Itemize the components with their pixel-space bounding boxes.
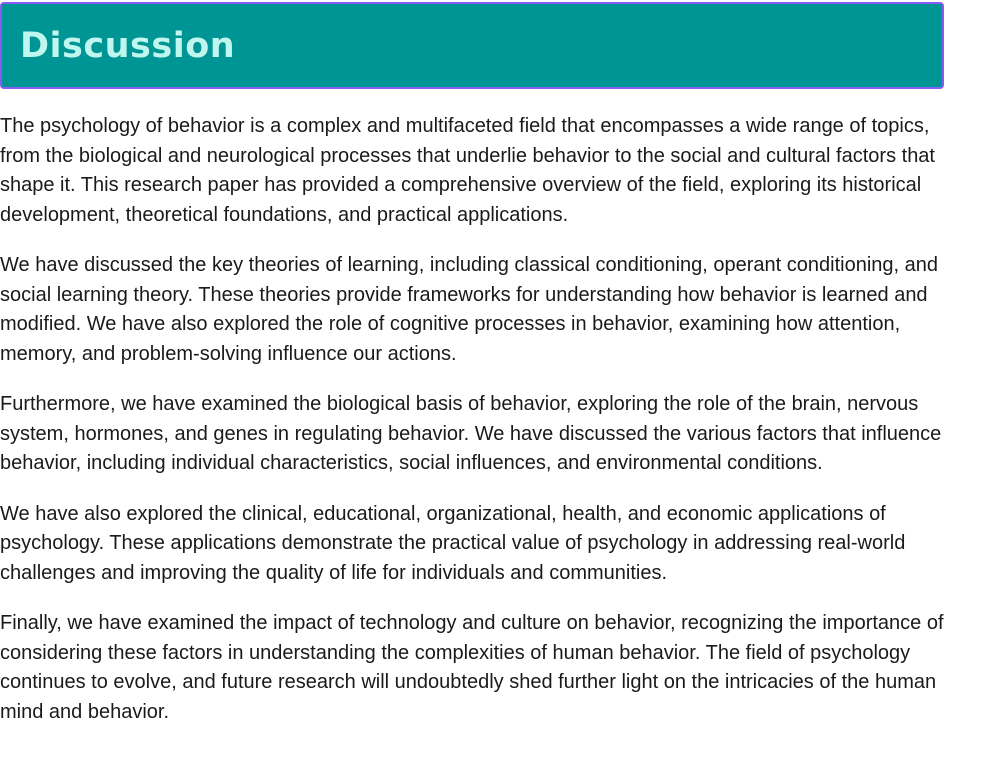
- discussion-body: [0, 112, 948, 748]
- paragraph-3: Furthermore, we have examined the biological basis of behavior, exploring the role of the brain, nervous system, hormones, and genes in regulating behavior. We have discussed the various factors that influence behavior, including individual characteristics, social influences, and environmental conditions.: [0, 393, 942, 474]
- section-title: Discussion: [20, 26, 236, 66]
- paragraph-2: We have discussed the key theories of learning, including classical conditioning, operant conditioning, and social learning theory. These theories provide frameworks for understanding how behavior is learned and modified. We have also explored the role of cognitive processes in behavior, examining how attention, memory, and problem-solving influence our actions.: [0, 254, 938, 365]
- paragraph-1: The psychology of behavior is a complex and multifaceted field that encompasses a wide range of topics, from the biological and neurological processes that underlie behavior to the social and cultural factors that shape it. This research paper has provided a comprehensive overview of the field, exploring its historical development, theoretical foundations, and practical applications.: [0, 115, 935, 226]
- paragraph-5: Finally, we have examined the impact of technology and culture on behavior, recognizing the importance of considering these factors in understanding the complexities of human behavior. The field of psychology continues to evolve, and future research will undoubtedly shed further light on the intricacies of the human mind and behavior.: [0, 612, 944, 723]
- section-header: [0, 2, 944, 89]
- paragraph-4: We have also explored the clinical, educational, organizational, health, and economic applications of psychology. These applications demonstrate the practical value of psychology in addressing real-world challenges and improving the quality of life for individuals and communities.: [0, 502, 906, 584]
